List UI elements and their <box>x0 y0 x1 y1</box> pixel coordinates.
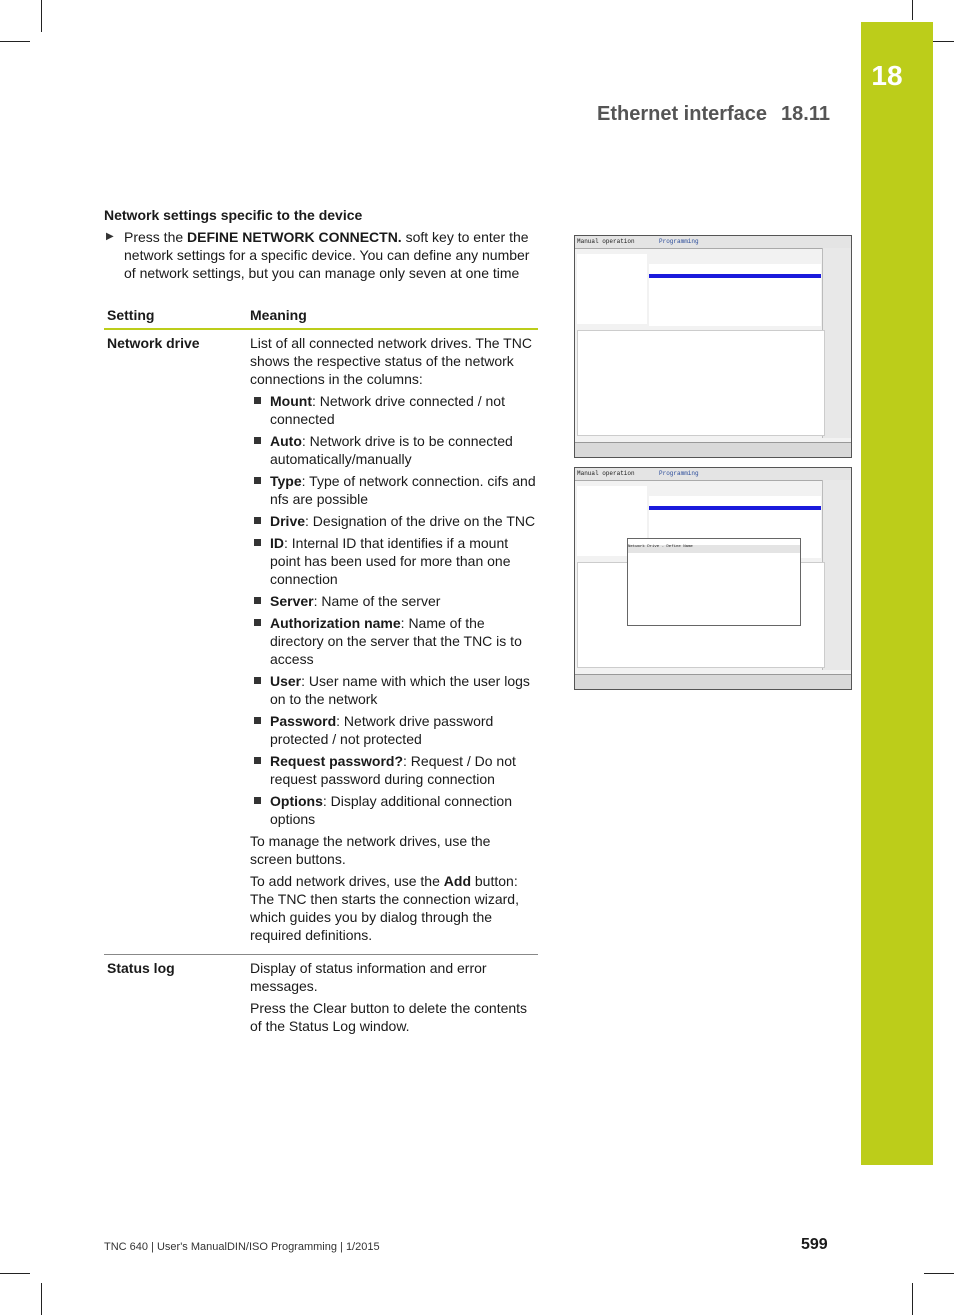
meaning-network-drive <box>247 329 538 955</box>
screenshot-titlebar <box>575 236 851 249</box>
bullet-icon <box>254 677 261 684</box>
softkey-row <box>575 674 851 689</box>
table-row <box>104 955 538 1046</box>
crop-mark <box>912 1283 913 1315</box>
dialog-title: Network Drive - Define Name <box>628 545 800 553</box>
crop-mark <box>0 41 30 42</box>
tab-manual-operation: Manual operation <box>577 238 635 245</box>
selected-row <box>649 506 821 510</box>
softkey-row <box>575 442 851 457</box>
page-header <box>597 103 830 126</box>
directory-tree <box>577 254 647 324</box>
bullet-icon <box>254 437 261 444</box>
softkey-name: DEFINE NETWORK CONNECTN. <box>187 229 402 245</box>
side-softkeys <box>822 480 851 670</box>
list-item: Mount: Network drive connected / not connected <box>250 392 536 428</box>
screenshot-titlebar <box>575 468 851 481</box>
crop-mark <box>912 0 913 20</box>
subheading: Network settings specific to the device <box>104 207 363 223</box>
column-list <box>250 392 536 828</box>
mount-settings-panel <box>577 330 825 436</box>
screenshot-define-name <box>574 467 852 690</box>
status-text: Display of status information and error messages. <box>250 960 487 994</box>
add-text: To add network drives, use the Add button: The TNC then starts the connection wizard, which guides you by dialog through the required definitions. <box>250 873 519 943</box>
bullet-icon <box>254 517 261 524</box>
bullet-icon <box>254 797 261 804</box>
crop-mark <box>41 1283 42 1315</box>
bullet-icon <box>254 757 261 764</box>
step-text: Press the DEFINE NETWORK CONNECTN. soft key to enter the network settings for a specific device. You can define any number of network settings, but you can manage only seven at one time <box>124 229 530 281</box>
footer-text: TNC 640 | User's ManualDIN/ISO Programming | 1/2015 <box>104 1241 380 1253</box>
chapter-number: 18 <box>871 60 903 91</box>
tab-manual-operation: Manual operation <box>577 470 635 477</box>
list-item: Type: Type of network connection. cifs and nfs are possible <box>250 472 536 508</box>
bullet-icon <box>254 597 261 604</box>
list-item: Drive: Designation of the drive on the TNC <box>250 512 536 530</box>
list-item: Request password?: Request / Do not request password during connection <box>250 752 536 788</box>
page-number: 599 <box>801 1236 828 1253</box>
list-item: Authorization name: Name of the directory on the server that the TNC is to access <box>250 614 536 668</box>
list-item: Server: Name of the server <box>250 592 536 610</box>
manage-text: To manage the network drives, use the screen buttons. <box>250 833 491 867</box>
list-item: User: User name with which the user logs on to the network <box>250 672 536 708</box>
arrow-icon: ▶ <box>106 231 114 242</box>
instruction-step <box>106 228 538 282</box>
list-item: Auto: Network drive is to be connected automatically/manually <box>250 432 536 468</box>
bullet-icon <box>254 619 261 626</box>
table-row <box>104 329 538 955</box>
setting-status-log: Status log <box>107 960 175 976</box>
mount-wizard-dialog <box>627 538 801 626</box>
crop-mark <box>41 0 42 32</box>
tab-programming: Programming <box>659 470 699 477</box>
header-setting: Setting <box>104 304 247 329</box>
header-meaning: Meaning <box>247 304 538 329</box>
side-softkeys <box>822 248 851 438</box>
settings-table <box>104 304 538 1045</box>
selected-row <box>649 274 821 278</box>
crop-mark <box>924 1273 954 1274</box>
bullet-icon <box>254 397 261 404</box>
tab-programming: Programming <box>659 238 699 245</box>
chapter-bar <box>861 22 933 1165</box>
list-item: Options: Display additional connection options <box>250 792 536 828</box>
list-item: Password: Network drive password protected / not protected <box>250 712 536 748</box>
bullet-icon <box>254 477 261 484</box>
bullet-icon <box>254 539 261 546</box>
crop-mark <box>0 1273 30 1274</box>
meaning-status-log <box>247 955 538 1046</box>
header-title: Ethernet interface <box>596 103 768 125</box>
meaning-intro: List of all connected network drives. The TNC shows the respective status of the network connections in the columns: <box>250 335 532 387</box>
bullet-icon <box>254 717 261 724</box>
clear-text: Press the Clear button to delete the contents of the Status Log window. <box>250 1000 528 1034</box>
header-section: 18.11 <box>781 103 830 125</box>
screenshot-network-settings <box>574 235 852 458</box>
setting-network-drive: Network drive <box>104 329 247 955</box>
list-item: ID: Internal ID that identifies if a mount point has been used for more than one connection <box>250 534 536 588</box>
